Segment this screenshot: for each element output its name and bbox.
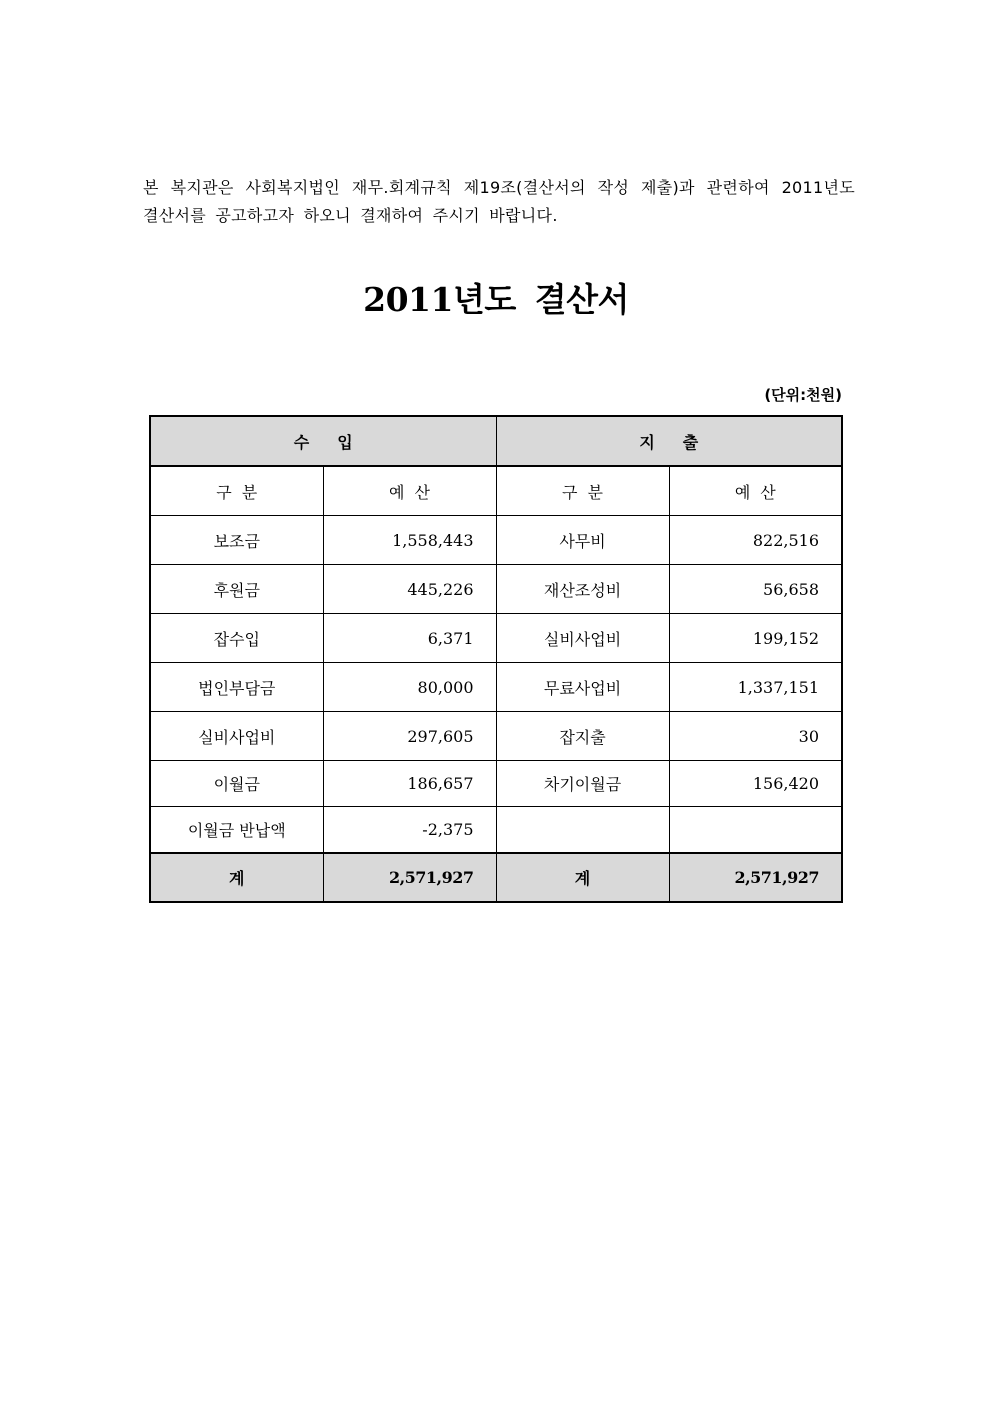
income-header: 수입 xyxy=(150,416,496,466)
expense-total-amount: 2,571,927 xyxy=(669,853,842,902)
expense-item: 실비사업비 xyxy=(496,614,669,663)
table-row xyxy=(150,761,842,807)
expense-item: 무료사업비 xyxy=(496,663,669,712)
column-header-row xyxy=(150,466,842,516)
income-item: 보조금 xyxy=(150,516,323,565)
document-title: 2011년도 결산서 xyxy=(363,280,629,319)
expense-amount: 822,516 xyxy=(669,516,842,565)
income-total-label: 계 xyxy=(150,853,323,902)
income-amount: -2,375 xyxy=(323,807,496,854)
expense-category-header: 구분 xyxy=(496,466,669,516)
income-item: 이월금 반납액 xyxy=(150,807,323,854)
income-amount: 80,000 xyxy=(323,663,496,712)
income-category-header: 구분 xyxy=(150,466,323,516)
table-row xyxy=(150,663,842,712)
expense-amount: 1,337,151 xyxy=(669,663,842,712)
expense-amount: 156,420 xyxy=(669,761,842,807)
settlement-table xyxy=(149,415,843,903)
unit-label: (단위:천원) xyxy=(764,386,842,404)
expense-amount: 30 xyxy=(669,712,842,761)
expense-header: 지출 xyxy=(496,416,842,466)
table-row xyxy=(150,565,842,614)
income-amount: 1,558,443 xyxy=(323,516,496,565)
expense-item: 잡지출 xyxy=(496,712,669,761)
income-item: 후원금 xyxy=(150,565,323,614)
table-row xyxy=(150,516,842,565)
income-item: 이월금 xyxy=(150,761,323,807)
table-row xyxy=(150,712,842,761)
expense-item xyxy=(496,807,669,854)
expense-amount: 199,152 xyxy=(669,614,842,663)
table-row xyxy=(150,807,842,854)
section-header-row xyxy=(150,416,842,466)
intro-paragraph: 본 복지관은 사회복지법인 재무.회계규칙 제19조(결산서의 작성 제출)과 관련하여 2011년도 결산서를 공고하고자 하오니 결재하여 주시기 바랍니다. xyxy=(143,178,855,225)
expense-total-label: 계 xyxy=(496,853,669,902)
expense-amount: 56,658 xyxy=(669,565,842,614)
income-item: 법인부담금 xyxy=(150,663,323,712)
expense-amount xyxy=(669,807,842,854)
income-amount: 6,371 xyxy=(323,614,496,663)
income-amount: 297,605 xyxy=(323,712,496,761)
table-row xyxy=(150,614,842,663)
income-budget-header: 예산 xyxy=(323,466,496,516)
total-row xyxy=(150,853,842,902)
expense-item: 사무비 xyxy=(496,516,669,565)
expense-budget-header: 예산 xyxy=(669,466,842,516)
expense-item: 재산조성비 xyxy=(496,565,669,614)
income-item: 잡수입 xyxy=(150,614,323,663)
income-total-amount: 2,571,927 xyxy=(323,853,496,902)
expense-item: 차기이월금 xyxy=(496,761,669,807)
income-item: 실비사업비 xyxy=(150,712,323,761)
income-amount: 186,657 xyxy=(323,761,496,807)
income-amount: 445,226 xyxy=(323,565,496,614)
